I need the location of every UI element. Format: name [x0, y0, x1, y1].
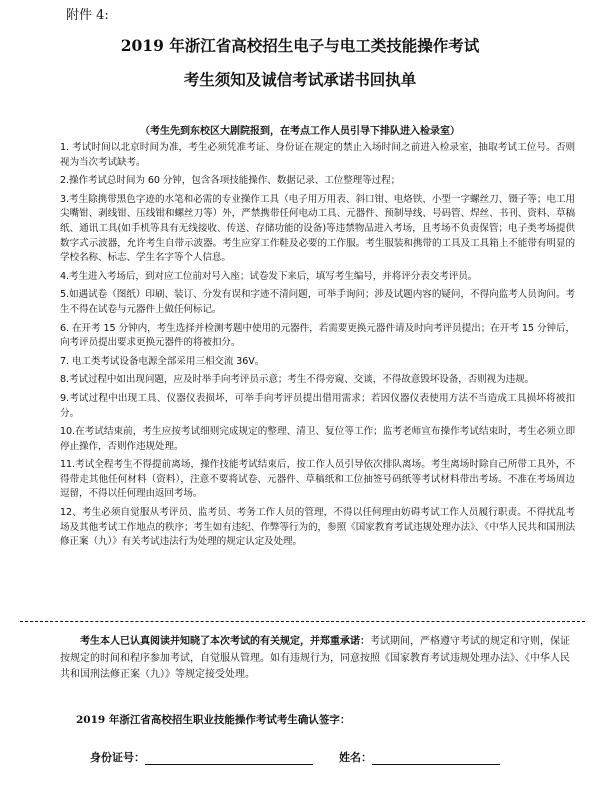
rule-item: 1. 考试时间以北京时间为准，考生必须凭准考证、身份证在规定的禁止入场时间之前进入检录室，抽取考试工位号。否则视为当次考试缺考。 — [60, 142, 575, 168]
id-number-label: 身份证号： — [90, 751, 145, 764]
confirmation-text: 考试期间，严格遵守考试的规定和守则，保证按规定的时间和程序参加考试，自觉服从管理。如有违规行为，同意按照《国家教育考试违规处理办法》、《中华人民共和国刑法修正案（九）》等规定接受处理。 — [60, 636, 570, 680]
attachment-label: 附件 4: — [66, 8, 109, 23]
signature-label: 2019 年浙江省高校招生职业技能操作考试考生确认签字： — [76, 714, 351, 726]
rule-item: 9.考试过程中出现工具、仪器仪表损坏，可举手向考评员提出借用需求；若因仪器仪表使用方法不当造成工具损坏将被扣分。 — [60, 392, 575, 419]
document-subtitle: 考生须知及诚信考试承诺书回执单 — [183, 70, 417, 89]
cut-line-divider — [20, 621, 585, 622]
check-in-notice: （考生先到东校区大剧院报到，在考点工作人员引导下排队进入检录室） — [140, 126, 460, 137]
rule-item: 3.考生除携带黑色字迹的水笔和必需的专业操作工具（电子用万用表、斜口钳、电烙铁、小型一字螺丝刀、镊子等；电工用尖嘴钳、剥线钳、压线钳和螺丝刀等）外，严禁携带任何电动工具、元器件、预制导线、号码管、焊丝、书刊、资料、草稿纸、通讯工具(如手机等具有无线接收、传送、存储功能的设备)等违禁物品进入考场，且考场不负责保管；电子类考场提供数字式示波器，允许考生自带示波器。考生应穿工作鞋及必要的工作服。考生服装和携带的工具及工具箱上不能带有明显的学校名称、标志、学生名字等个人信息。 — [60, 193, 575, 264]
document-title: 2019 年浙江省高校招生电子与电工类技能操作考试 — [120, 36, 480, 55]
rule-item: 11.考试全程考生不得提前离场，操作技能考试结束后，按工作人员引导依次排队离场。考生离场时除自己所带工具外，不得带走其他任何材料（资料），注意不要将试卷、元器件、草稿纸和工位抽签号码纸等考试材料带出考场。不准在考场周边逗留，不得以任何理由返回考场。 — [60, 459, 575, 500]
signature-fields — [90, 749, 570, 765]
confirmation-bold: 考生本人已认真阅读并知晓了本次考试的有关规定，并郑重承诺： — [80, 636, 370, 647]
rule-item: 5.如遇试卷（图纸）印刷、装订、分发有误和字迹不清问题，可举手询问；涉及试题内容的疑问，不得向监考人员询问。考生不得在试卷与元器件上做任何标记。 — [60, 289, 575, 315]
rule-item: 8.考试过程中如出现问题，应及时举手向考评员示意；考生不得旁窥、交谈，不得故意毁坏设备，否则视为违规。 — [60, 374, 535, 386]
name-label: 姓名： — [339, 751, 372, 764]
rule-item: 4.考生进入考场后，到对应工位前对号入座；试卷发下来后，填写考生编号，并将评分表交考评员。 — [60, 270, 478, 282]
rule-item: 6. 在开考 15 分钟内，考生选择并检测考题中使用的元器件，若需要更换元器件请及时向考评员提出；在开考 15 分钟后，向考评员提出要求更换元器件的将被扣分。 — [60, 322, 575, 349]
rules-list — [60, 141, 575, 554]
rule-item: 7. 电工类考试设备电源全部采用三相交流 36V。 — [60, 355, 265, 367]
rule-item: 10.在考试结束前，考生应按考试细则完成规定的整理、清卫、复位等工作；监考老师宣布操作考试结束时，考生必须立即停止操作，否则作违规处理。 — [60, 426, 575, 452]
id-number-field[interactable] — [145, 750, 313, 765]
confirmation-statement — [60, 634, 570, 684]
rule-item: 2.操作考试总时间为 60 分钟，包含各项技能操作、数据记录、工位整理等过程； — [60, 175, 401, 187]
name-field[interactable] — [372, 750, 500, 765]
rule-item: 12、考生必须自觉服从考评员、监考员、考务工作人员的管理，不得以任何理由妨碍考试工作人员履行职责。不得扰乱考场及其他考试工作地点的秩序；考生如有违纪、作弊等行为的，参照《国家教育考试违规处理办法》、《中华人民共和国刑法修正案（九）》有关考试违法行为处理的规定认定及处理。 — [60, 507, 575, 548]
